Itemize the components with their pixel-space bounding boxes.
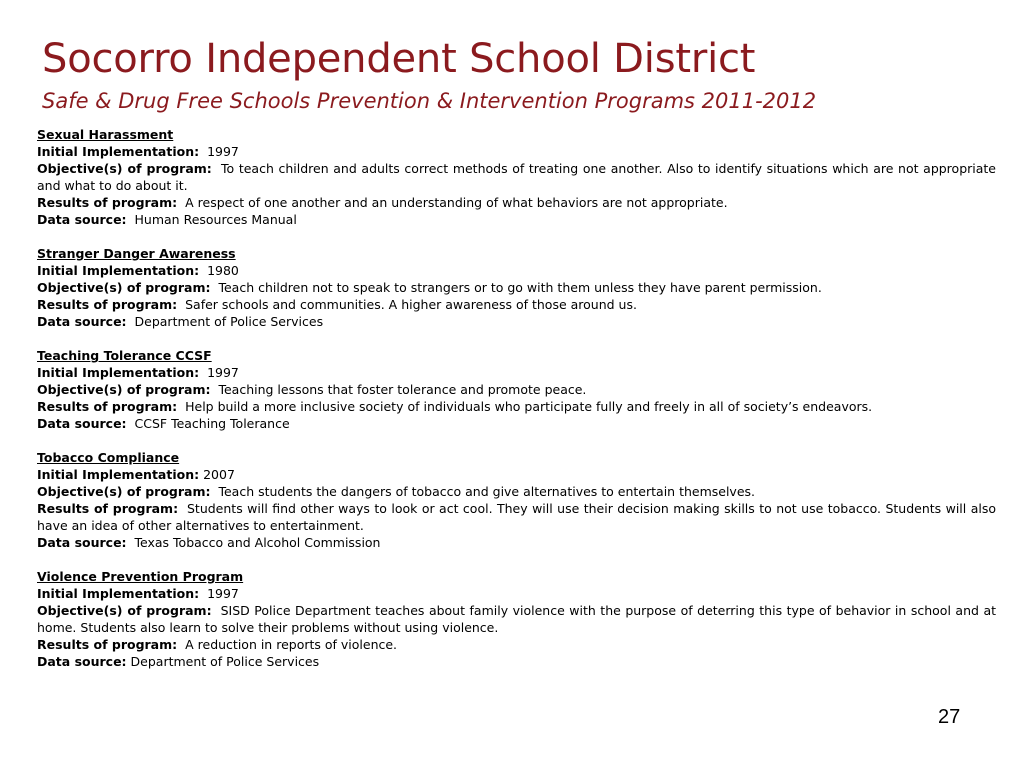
- field-value: 1980: [207, 263, 239, 278]
- field-label: Results of program:: [37, 195, 178, 210]
- program-objective: [37, 483, 996, 500]
- program-entry: [37, 449, 996, 551]
- field-label: Data source:: [37, 654, 127, 669]
- field-label: Objective(s) of program:: [37, 382, 211, 397]
- slide-subtitle: Safe & Drug Free Schools Prevention & Intervention Programs 2011-2012: [42, 89, 817, 113]
- field-value: CCSF Teaching Tolerance: [134, 416, 290, 431]
- field-value: 1997: [207, 365, 239, 380]
- field-value: 1997: [207, 144, 239, 159]
- programs-list: [37, 126, 996, 687]
- field-value: Texas Tobacco and Alcohol Commission: [134, 535, 381, 550]
- initial-implementation: [37, 466, 996, 483]
- field-label: Results of program:: [37, 637, 178, 652]
- field-value: Teach students the dangers of tobacco and give alternatives to entertain themselves.: [218, 484, 756, 499]
- field-value: 2007: [203, 467, 235, 482]
- field-value: Teach children not to speak to strangers or to go with them unless they have parent permission.: [218, 280, 822, 295]
- program-title: Stranger Danger Awareness: [37, 246, 236, 261]
- field-value: Help build a more inclusive society of individuals who participate fully and freely in all of society’s endeavors.: [185, 399, 873, 414]
- page-number: 27: [938, 706, 961, 728]
- program-entry: [37, 126, 996, 228]
- initial-implementation: [37, 143, 996, 160]
- field-label: Data source:: [37, 314, 127, 329]
- field-label: Initial Implementation:: [37, 365, 200, 380]
- field-value: Department of Police Services: [130, 654, 320, 669]
- data-source: [37, 534, 996, 551]
- field-value: Safer schools and communities. A higher awareness of those around us.: [185, 297, 637, 312]
- field-label: Data source:: [37, 535, 127, 550]
- program-title: Violence Prevention Program: [37, 569, 244, 584]
- field-label: Initial Implementation:: [37, 144, 200, 159]
- field-label: Objective(s) of program:: [37, 280, 211, 295]
- field-value: Department of Police Services: [134, 314, 324, 329]
- field-value: A respect of one another and an understanding of what behaviors are not appropriate.: [185, 195, 728, 210]
- program-entry: [37, 347, 996, 432]
- field-label: Results of program:: [37, 297, 178, 312]
- program-title: Sexual Harassment: [37, 127, 174, 142]
- data-source: [37, 415, 996, 432]
- field-value: To teach children and adults correct methods of treating one another. Also to identify situations which are not appropriate and what to do about it.: [37, 161, 996, 193]
- program-entry: [37, 568, 996, 670]
- program-title: Teaching Tolerance CCSF: [37, 348, 212, 363]
- initial-implementation: [37, 364, 996, 381]
- field-label: Data source:: [37, 416, 127, 431]
- initial-implementation: [37, 585, 996, 602]
- field-label: Objective(s) of program:: [37, 603, 212, 618]
- data-source: [37, 653, 996, 670]
- field-value: SISD Police Department teaches about family violence with the purpose of deterring this type of behavior in school and at home. Students also learn to solve their problems without using violence.: [37, 603, 997, 635]
- field-value: Human Resources Manual: [134, 212, 297, 227]
- field-label: Initial Implementation:: [37, 467, 200, 482]
- field-value: Students will find other ways to look or act cool. They will use their decision making skills to not use tobacco. Students will also have an idea of other alternatives to entertainment.: [37, 501, 996, 533]
- field-label: Initial Implementation:: [37, 586, 200, 601]
- data-source: [37, 313, 996, 330]
- program-title: Tobacco Compliance: [37, 450, 180, 465]
- slide-title: Socorro Independent School District: [42, 36, 756, 82]
- program-objective: [37, 602, 996, 636]
- program-results: [37, 194, 996, 211]
- program-results: [37, 636, 996, 653]
- program-results: [37, 500, 996, 534]
- field-value: A reduction in reports of violence.: [185, 637, 398, 652]
- program-results: [37, 398, 996, 415]
- program-objective: [37, 381, 996, 398]
- field-label: Objective(s) of program:: [37, 161, 212, 176]
- program-results: [37, 296, 996, 313]
- field-label: Data source:: [37, 212, 127, 227]
- initial-implementation: [37, 262, 996, 279]
- field-value: 1997: [207, 586, 239, 601]
- field-label: Objective(s) of program:: [37, 484, 211, 499]
- field-label: Results of program:: [37, 501, 179, 516]
- field-label: Results of program:: [37, 399, 178, 414]
- data-source: [37, 211, 996, 228]
- field-value: Teaching lessons that foster tolerance and promote peace.: [218, 382, 587, 397]
- program-objective: [37, 160, 996, 194]
- field-label: Initial Implementation:: [37, 263, 200, 278]
- program-entry: [37, 245, 996, 330]
- program-objective: [37, 279, 996, 296]
